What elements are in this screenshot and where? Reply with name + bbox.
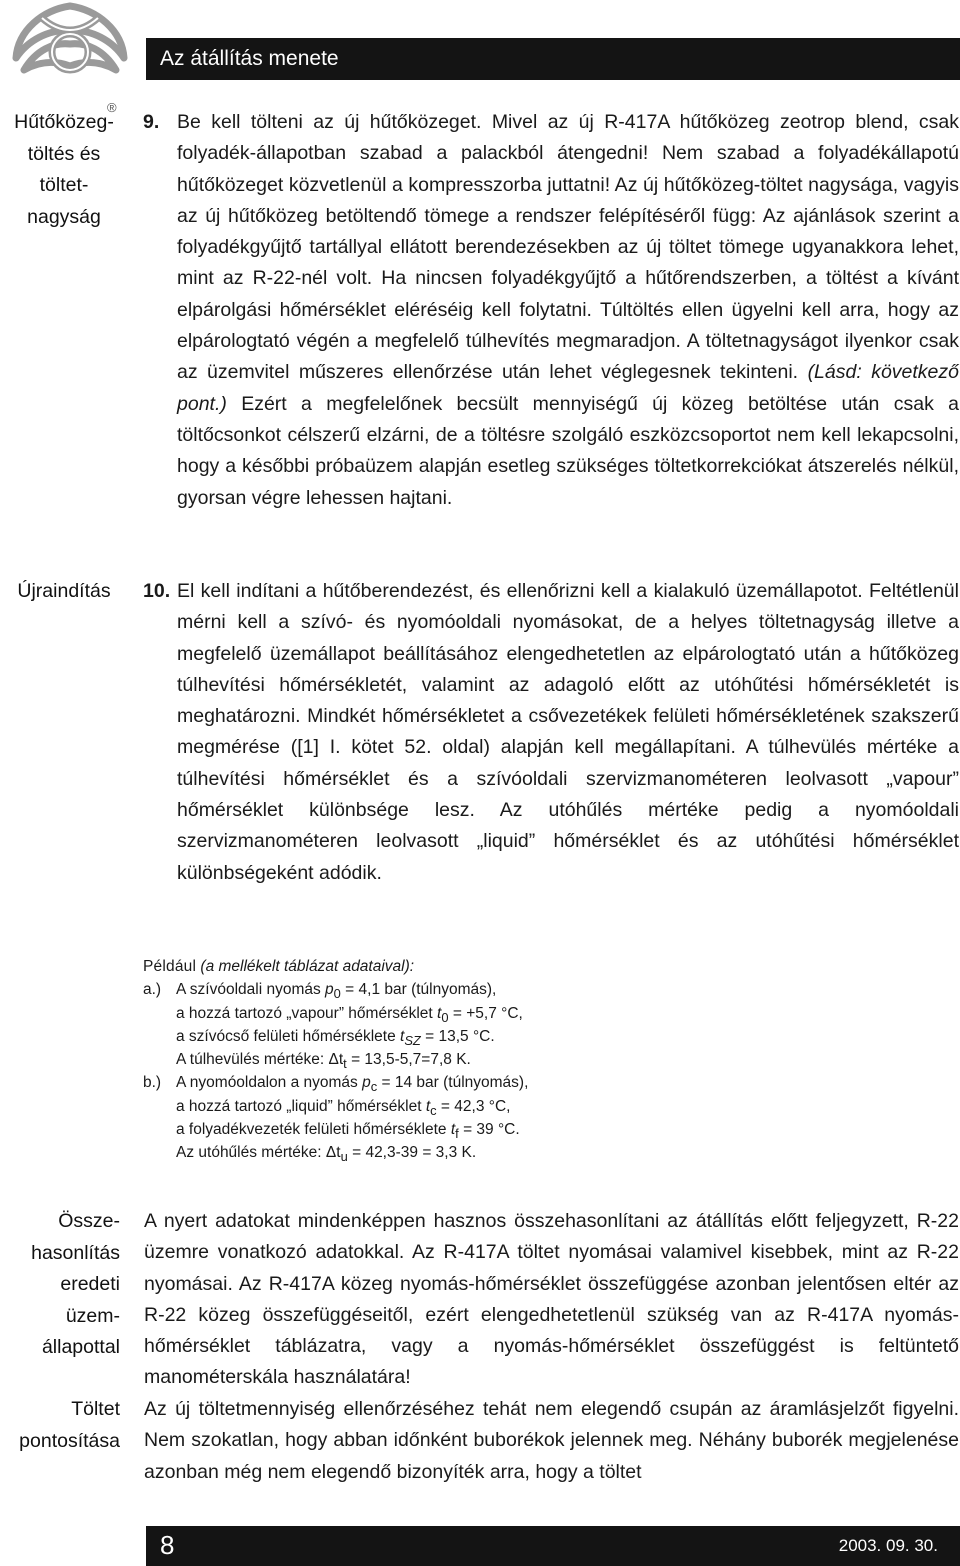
step-9-number: 9. [143, 111, 160, 133]
footer-date: 2003. 09. 30. [838, 1536, 938, 1555]
sidebar-line: nagyság [27, 205, 101, 228]
comparison-text: A nyert adatokat mindenképpen hasznos összehasonlítani az átállítás előtt feljegyzett, R-22 üzemre vonatkozó adatokkal. Az R-417A töltet nyomásai valamivel kisebbek, mint az R-22 nyomásai. Az R-417A közeg nyomás-hőmérséklet összefüggése azonban jelentősen eltér az R-22 közeg összefüggéseitől, ezért elengedhetetlenül szükség van az R-417A nyomás-hőmérséklet táblázatra, vagy a nyomás-hőmérséklet összefüggést is feltüntető manométerskála használatára! [144, 1210, 959, 1389]
step-10-number: 10. [143, 580, 171, 602]
step-10-text: El kell indítani a hűtőberendezést, és ellenőrizni kell a kialakuló üzemállapotot. Feltétlenül mérni kell a szívó- és nyomóoldali nyomásokat, de a helyes töltetnagyság illetve a megfelelő üzemállapot beállításához elengedhetetlen az elpárologtató után a hűtőközeg túlhevítési hőmérsékletét, valamint az adagoló előtt az utóhűtési hőmérsékletét is meghatározni. Mindkét hőmérsékletet a csővezetékek felületi hőmérsékletének szakszerű megmérése ([1] I. kötet 52. oldal) alapján kell megállapítani. A túlhevülés mértéke a túlhevítési hőmérséklet és a szívóoldali szervizmanométeren leolvasott „vapour” hőmérséklet különbsége lesz. Az utóhűlés mértéke pedig a nyomóoldali szervizmanométeren leolvasott „liquid” hőmérséklet és az utóhűtési hőmérséklet különbségeként adódik. [177, 580, 959, 884]
example-line: a.) A szívóoldali nyomás $p_0 = 4,1$ bar (túlnyomás), [143, 978, 743, 1001]
sidebar-heading-refine [0, 1394, 120, 1457]
section-title: Az átállítás menete [160, 47, 339, 70]
example-line: a hozzá tartozó „vapour” hőmérséklet $t_0 = +5,7$ °C, [176, 1004, 523, 1025]
celtic-knot-logo [2, 0, 138, 96]
refine-text: Az új töltetmennyiség ellenőrzéséhez tehát nem elegendő csupán az áramlásjelzőt figyelni. Nem szokatlan, hogy abban időnként buborékok jelennek meg. Néhány buborék megjelenése azonban még nem elegendő bizonyíték arra, hogy a töltet [144, 1398, 959, 1483]
step-9-tail: Ezért a megfelelőnek becsült mennyiségű új közeg betöltése után csak a töltőcsonkot célszerű elzárni, de a töltésre szolgáló eszközcsoportot nem kell lekapcsolni, hogy a későbbi próbaüzem alapján esetleg szükséges töltetkorrekciókat átszerelés nélkül, gyorsan végre lehessen hajtani. [177, 392, 959, 509]
sidebar-line: hasonlítás [31, 1241, 120, 1264]
example-intro-label: Például [143, 958, 197, 975]
step-9-body: Be kell tölteni az új hűtőközeget. Mivel az új R-417A hűtőközeg zeotrop blend, csak folyadék-állapotban szabad a palackból átengedni! Nem szabad a folyadékállapotú hűtőközeget közvetlenül a kompresszorba juttatni! Az új hűtőközeg-töltet nagysága, vagyis az új hűtőközeg betöltendő tömege a rendszer felépítéséről függ: Az ajánlások szerint a folyadékgyűjtő tartállyal ellátott berendezésekben az új töltet tömege ugyanakkora lehet, mint az R-22-nél volt. Ha nincsen folyadékgyűjtő a hűtőrendszerben, a töltést a kívánt elpárolgási hőmérséklet eléréséig kell folytatni. Túltöltés ellen ügyelni kell arra, hogy az elpárologtató végén a megfelelő túlhevítés megmaradjon. A töltetnagyságot ilyenkor csak az üzemvitel műszeres ellenőrzése után lehet véglegesnek tekinteni. [177, 111, 959, 384]
sidebar-line: pontosítása [19, 1429, 120, 1452]
registered-mark: ® [107, 100, 117, 115]
sidebar-line: Újraindítás [17, 580, 111, 602]
sidebar-line: Töltet [71, 1398, 120, 1420]
section-header [146, 38, 960, 80]
step-9-text [177, 107, 959, 514]
example-label-a: a.) [143, 981, 162, 999]
sidebar-line: eredeti [60, 1273, 120, 1295]
example-line: A túlhevülés mértéke: $\Delta t_t = 13,5-5,7=7,8$ K. [176, 1051, 471, 1072]
page-footer [146, 1526, 960, 1566]
example-line: a szívócső felületi hőmérséklete $t_{SZ} = 13,5$ °C. [176, 1027, 495, 1048]
example-line: Az utóhűlés mértéke: $\Delta t_u = 42,3-39 = 3,3$ K. [176, 1144, 477, 1165]
sidebar-line: üzem- [65, 1304, 120, 1327]
sidebar-line: töltet- [39, 174, 89, 196]
example-intro [143, 955, 743, 978]
sidebar-heading-restart [0, 576, 128, 608]
example-block [143, 955, 743, 1165]
page-number: 8 [160, 1530, 175, 1560]
step-9-reference: (Lásd: következő pont.) [177, 361, 960, 415]
sidebar-line: állapottal [41, 1336, 120, 1358]
example-intro-note: (a mellékelt táblázat adataival): [200, 958, 415, 975]
example-line: a hozzá tartozó „liquid” hőmérséklet $t_c = 42,3$ °C, [176, 1097, 511, 1118]
sidebar-heading-charge [0, 107, 128, 233]
sidebar-line: Hűtőközeg- [14, 111, 114, 133]
example-label-b: b.) [143, 1074, 162, 1092]
sidebar-line: Össze- [58, 1210, 120, 1232]
example-line: a folyadékvezeték felületi hőmérséklete $t_f = 39$ °C. [176, 1121, 520, 1142]
sidebar-line: töltés és [27, 142, 101, 165]
sidebar-heading-compare [0, 1206, 120, 1364]
example-line: b.) A nyomóoldalon a nyomás $p_c = 14$ bar (túlnyomás), [143, 1071, 743, 1094]
